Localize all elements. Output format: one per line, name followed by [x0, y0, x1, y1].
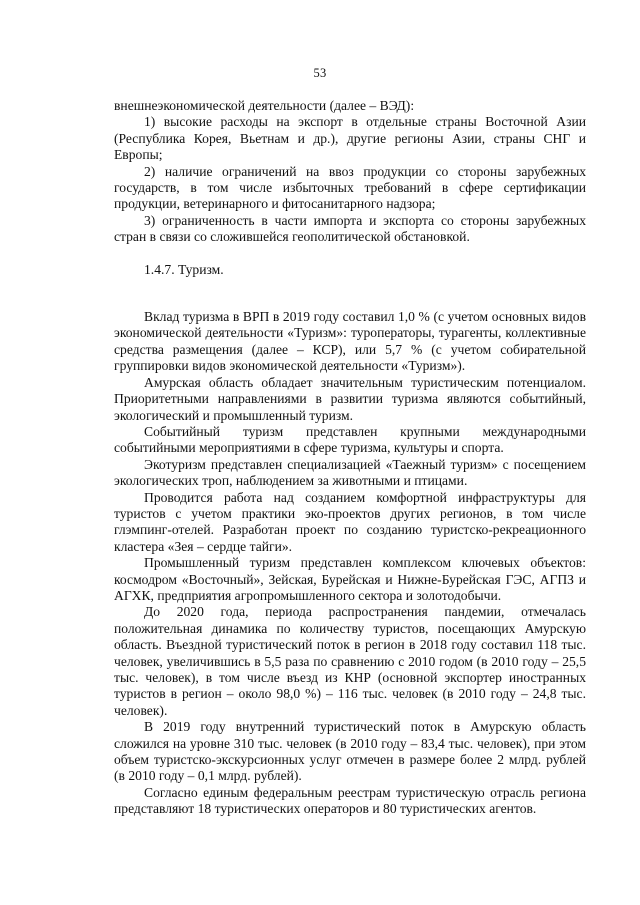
paragraph-registry: Согласно единым федеральным реестрам туристическую отрасль региона представляют 18 туристических операторов и 80 туристических агентов. [114, 784, 586, 817]
paragraph-tourism-potential: Амурская область обладает значительным туристическим потенциалом. Приоритетными направлениями в развитии туризма являются событийный, экологический и промышленный туризм. [114, 374, 586, 423]
paragraph-grp-contribution: Вклад туризма в ВРП в 2019 году составил 1,0 % (с учетом основных видов экономической деятельности «Туризм»: туроператоры, турагенты, коллективные средства размещения (далее – КСР), или 5,7 % (с учетом собирательной группировки видов экономической деятельности «Туризм»). [114, 309, 586, 374]
section-heading-tourism: 1.4.7. Туризм. [144, 261, 224, 277]
list-item-3: 3) ограниченность в части импорта и экспорта со стороны зарубежных стран в связи со сложившейся геополитической обстановкой. [114, 212, 586, 245]
paragraph-domestic-flow: В 2019 году внутренний туристический поток в Амурскую область сложился на уровне 310 тыс. человек (в 2010 году – 83,4 тыс. человек), при этом объем туристско-экскурсионных услуг отмечен в размере более 2 млрд. рублей (в 2010 году – 0,1 млрд. рублей). [114, 719, 586, 784]
list-item-1: 1) высокие расходы на экспорт в отдельные страны Восточной Азии (Республика Корея, Вьетнам и др.), другие регионы Азии, страны СНГ и Европы; [114, 114, 586, 163]
document-body [114, 98, 586, 818]
list-item-2: 2) наличие ограничений на ввоз продукции со стороны зарубежных государств, в том числе избыточных требований в сфере сертификации продукции, ветеринарного и фитосанитарного надзора; [114, 163, 586, 212]
paragraph-infrastructure: Проводится работа над созданием комфортной инфраструктуры для туристов с учетом практики эко-проектов других регионов, в том числе глэмпинг-отелей. Разработан проект по созданию туристско-рекреационного кластера «Зея – сердце тайги». [114, 489, 586, 554]
paragraph-ved-intro: внешнеэкономической деятельности (далее – ВЭД): [114, 98, 415, 113]
page-number: 53 [313, 66, 327, 80]
paragraph-industrial-tourism: Промышленный туризм представлен комплексом ключевых объектов: космодром «Восточный», Зейская, Бурейская и Нижне-Бурейская ГЭС, АГПЗ и АГХК, предприятия агропромышленного сектора и золотодобычи. [114, 555, 586, 603]
paragraph-event-tourism: Событийный туризм представлен крупными международными событийными мероприятиями в сфере туризма, культуры и спорта. [114, 423, 586, 456]
paragraph-inbound-flow: До 2020 года, периода распространения пандемии, отмечалась положительная динамика по количеству туристов, посещающих Амурскую область. Въездной туристический поток в регион в 2018 году составил 118 тыс. человек, увеличившись в 5,5 раза по сравнению с 2010 годом (в 2010 году – 25,5 тыс. человек), в том числе въезд из КНР (основной экспортер иностранных туристов в регион – около 98,0 %) – 116 тыс. человек (в 2010 году – 24,8 тыс. человек). [114, 604, 586, 718]
paragraph-ecotourism: Экотуризм представлен специализацией «Таежный туризм» с посещением экологических троп, наблюдением за животными и птицами. [114, 456, 586, 489]
